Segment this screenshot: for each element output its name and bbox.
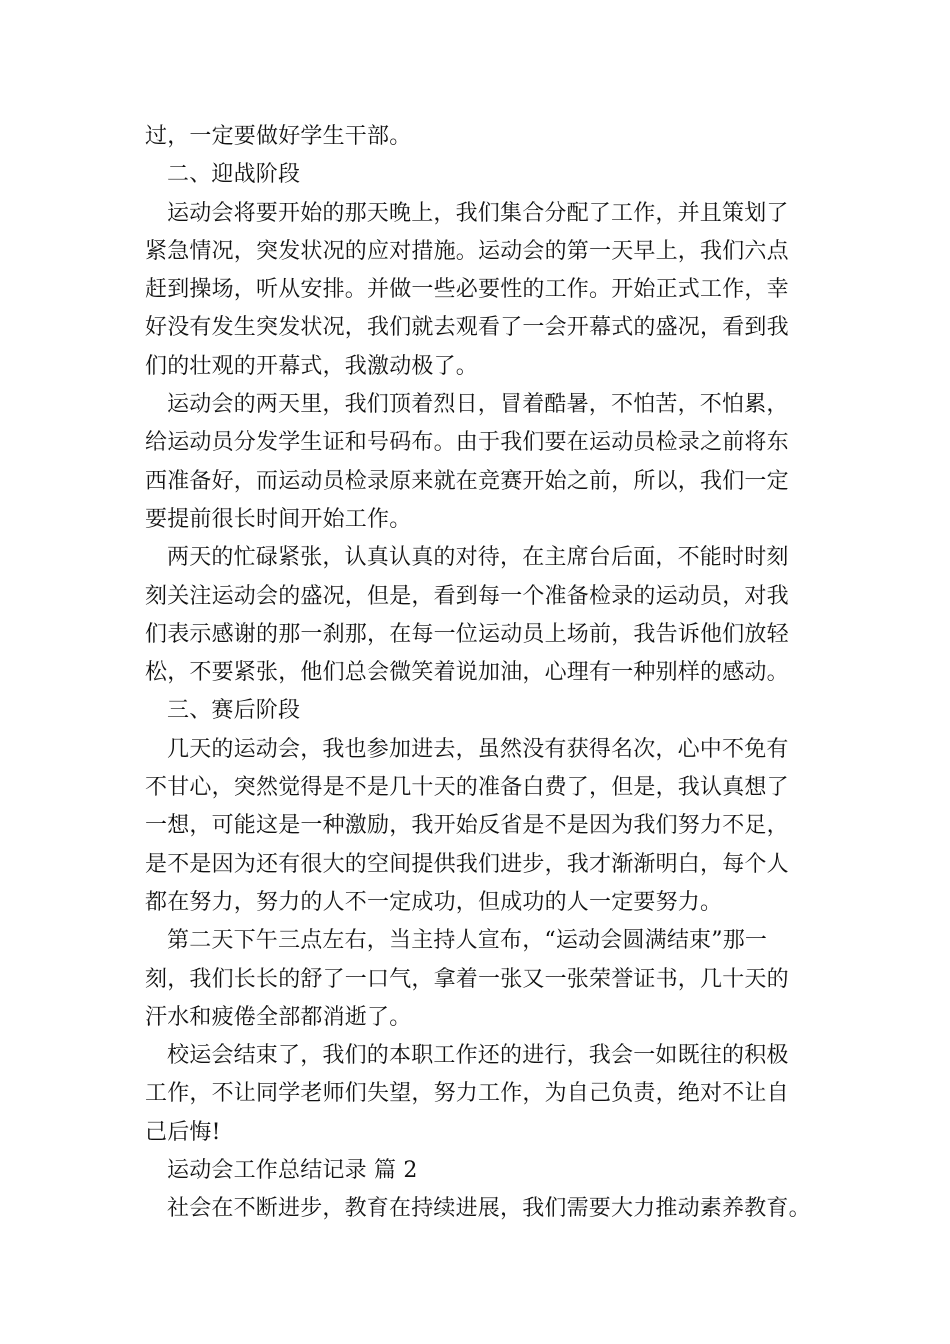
text-line: 是不是因为还有很大的空间提供我们进步，我才渐渐明白，每个人 — [145, 851, 789, 877]
text-line: 刻关注运动会的盛况，但是，看到每一个准备检录的运动员，对我 — [145, 583, 789, 609]
text-line: 松，不要紧张，他们总会微笑着说加油，心理有一种别样的感动。 — [145, 660, 789, 686]
text-line: 工作，不让同学老师们失望，努力工作，为自己负责，绝对不让自 — [145, 1081, 789, 1107]
text-line: 己后悔! — [145, 1119, 221, 1145]
text-line: 几天的运动会，我也参加进去，虽然没有获得名次，心中不免有 — [167, 736, 789, 762]
text-line: 都在努力，努力的人不一定成功，但成功的人一定要努力。 — [145, 889, 723, 915]
text-line: 们的壮观的开幕式，我激动极了。 — [145, 353, 479, 379]
section-heading: 三、赛后阶段 — [167, 698, 301, 724]
text-line: 西准备好，而运动员检录原来就在竞赛开始之前，所以，我们一定 — [145, 468, 789, 494]
text-line: 过，一定要做好学生干部。 — [145, 124, 412, 149]
text-line: 社会在不断进步，教育在持续进展，我们需要大力推动素养教育。 — [167, 1196, 811, 1222]
text-line: 要提前很长时间开始工作。 — [145, 506, 412, 532]
section-heading: 二、迎战阶段 — [167, 162, 301, 188]
text-line: 不甘心，突然觉得是不是几十天的准备白费了，但是，我认真想了 — [145, 775, 789, 801]
text-line: 紧急情况，突发状况的应对措施。运动会的第一天早上，我们六点 — [145, 238, 789, 264]
text-line: 刻，我们长长的舒了一口气，拿着一张又一张荣誉证书，几十天的 — [145, 966, 789, 992]
text-line: 一想，可能这是一种激励，我开始反省是不是因为我们努力不足， — [145, 813, 789, 839]
document-body — [145, 118, 825, 1229]
text-line: 赶到操场，听从安排。并做一些必要性的工作。开始正式工作，幸 — [145, 277, 789, 303]
article-title: 运动会工作总结记录 篇 2 — [167, 1158, 418, 1184]
text-line: 运动会将要开始的那天晚上，我们集合分配了工作，并且策划了 — [167, 200, 789, 226]
text-line: 汗水和疲倦全部都消逝了。 — [145, 1004, 412, 1030]
text-line: 两天的忙碌紧张，认真认真的对待，在主席台后面，不能时时刻 — [167, 545, 789, 571]
text-line: 给运动员分发学生证和号码布。由于我们要在运动员检录之前将东 — [145, 430, 789, 456]
text-line: 第二天下午三点左右，当主持人宣布，“运动会圆满结束”那一 — [167, 928, 768, 954]
text-line: 运动会的两天里，我们顶着烈日，冒着酷暑，不怕苦，不怕累， — [167, 392, 789, 418]
text-line: 好没有发生突发状况，我们就去观看了一会开幕式的盛况，看到我 — [145, 315, 789, 341]
text-line: 们表示感谢的那一刹那，在每一位运动员上场前，我告诉他们放轻 — [145, 621, 789, 647]
text-line: 校运会结束了，我们的本职工作还的进行，我会一如既往的积极 — [167, 1043, 789, 1069]
